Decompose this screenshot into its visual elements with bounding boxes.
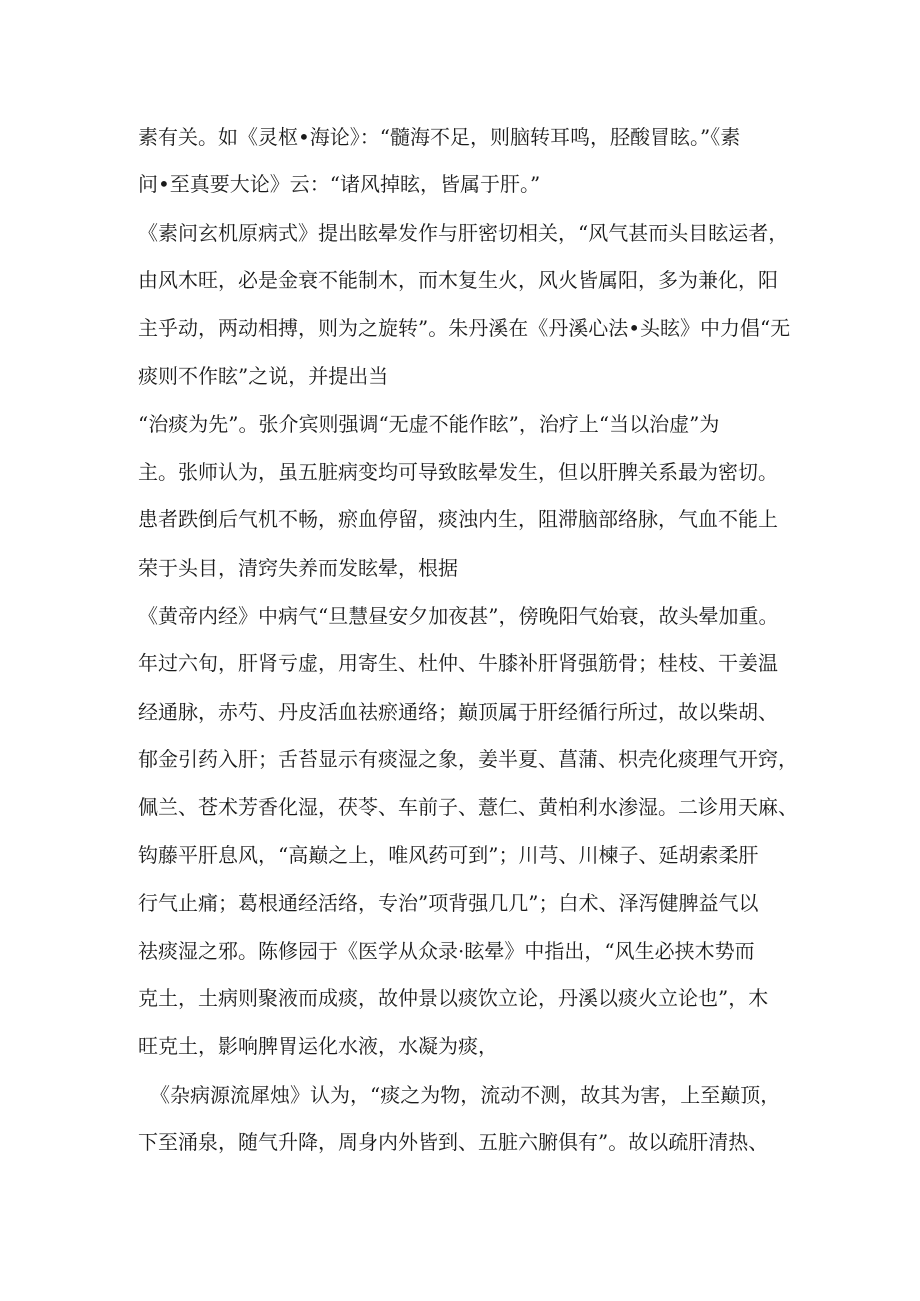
text-line-16: 钩藤平肝息风，“高巅之上，唯风药可到”；川芎、川楝子、延胡索柔肝 bbox=[138, 843, 759, 867]
text-line-22: 下至涌泉，随气升降，周身内外皆到、五脏六腑俱有”。故以疏肝清热、 bbox=[138, 1130, 769, 1154]
text-line-12: 年过六旬，肝肾亏虚，用寄生、杜仲、牛膝补肝肾强筋骨；桂枝、干姜温 bbox=[138, 651, 778, 675]
text-line-9: 患者跌倒后气机不畅，瘀血停留，痰浊内生，阻滞脑部络脉，气血不能上 bbox=[138, 507, 778, 531]
text-line-15: 佩兰、苍术芳香化湿，茯苓、车前子、薏仁、黄柏利水渗湿。二诊用天麻、 bbox=[138, 795, 798, 819]
text-line-20: 旺克土，影响脾胃运化水液，水凝为痰， bbox=[138, 1034, 498, 1058]
text-line-8: 主。张师认为，虽五脏病变均可导致眩晕发生，但以肝脾关系最为密切。 bbox=[138, 460, 778, 484]
text-line-3: 《素问玄机原病式》提出眩晕发作与肝密切相关，“风气甚而头目眩运者， bbox=[138, 221, 789, 245]
text-line-21: 《杂病源流犀烛》认为，“痰之为物，流动不测，故其为害，上至巅顶， bbox=[150, 1083, 781, 1107]
text-line-11: 《黄帝内经》中病气“旦慧昼安夕加夜甚”，傍晚阳气始衰，故头晕加重。 bbox=[138, 604, 779, 628]
text-line-13: 经通脉，赤芍、丹皮活血祛瘀通络；巅顶属于肝经循行所过，故以柴胡、 bbox=[138, 700, 778, 724]
text-line-1: 素有关。如《灵枢•海论》：“髓海不足，则脑转耳鸣，胫酸冒眩。”《素 bbox=[138, 125, 741, 149]
text-line-18: 祛痰湿之邪。陈修园于《医学从众录·眩晕》中指出，“风生必挟木势而 bbox=[138, 939, 755, 963]
text-line-4: 由风木旺，必是金衰不能制木，而木复生火，风火皆属阳，多为兼化，阳 bbox=[138, 268, 778, 292]
text-line-10: 荣于头目，清窍失养而发眩晕，根据 bbox=[138, 556, 458, 580]
text-line-14: 郁金引药入肝；舌苔显示有痰湿之象，姜半夏、菖蒲、枳壳化痰理气开窍， bbox=[138, 747, 798, 771]
text-line-7: “治痰为先”。张介宾则强调“无虚不能作眩”，治疗上“当以治虚”为 bbox=[138, 412, 720, 436]
text-line-17: 行气止痛；葛根通经活络，专治”项背强几几”；白术、泽泻健脾益气以 bbox=[138, 891, 759, 915]
text-line-2: 问•至真要大论》云：“诸风掉眩，皆属于肝。” bbox=[138, 172, 541, 196]
text-line-5: 主乎动，两动相搏，则为之旋转”。朱丹溪在《丹溪心法•头眩》中力倡“无 bbox=[138, 316, 791, 340]
text-line-6: 痰则不作眩”之说，并提出当 bbox=[138, 364, 389, 388]
text-line-19: 克土，土病则聚液而成痰，故仲景以痰饮立论，丹溪以痰火立论也”，木 bbox=[138, 986, 769, 1010]
